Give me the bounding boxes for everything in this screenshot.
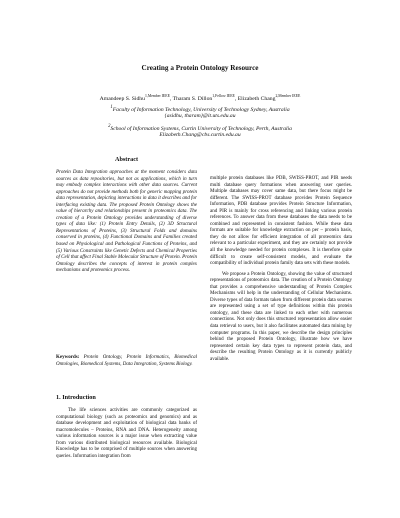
keywords bbox=[56, 355, 197, 368]
author-membership: ,Member IEEE bbox=[146, 94, 170, 98]
author-name: , Tharam S. Dillon bbox=[169, 95, 213, 102]
author-name: , Elizabeth Chang bbox=[234, 95, 276, 102]
author-membership: ,Fellow IEEE bbox=[214, 94, 235, 98]
author-list bbox=[20, 94, 380, 103]
keywords-text: Protein Ontology, Protein Informatics, Biomedical Ontologies, Biomedical Systems, Data Integration, Systems Biology. bbox=[56, 355, 197, 367]
abstract-text: Protein Data Integration approaches at the moment considers data sources as data repositories, but not as applications, which in turn may embody complex interactions with other data sources. Current approaches do not provide methods both for generic mapping protein data representation, depicting interactions in data it describes and for interfacing existing data. The proposed Protein Ontology shows the value of hierarchy and relationships present in proteomics data. The creation of a Protein Ontology provides understanding of diverse types of data like: (1) Protein Entry Details, (2) 3D Structural Representations of Proteins, (3) Structural Folds and domains conserved in proteins, (4) Functional Domains and Families created based on Physiological and Pathological Functions of Proteins, and (5) Various Constraints like Genetic Defects and Chemical Properties of Cell that affect Final Stable Molecular Structure of Protein. Protein Ontology describes the concepts of interest in protein complex mechanisms and proteomics process. bbox=[56, 170, 197, 274]
affiliation-text: Faculty of Information Technology, University of Technology Sydney, Australia bbox=[112, 106, 290, 113]
affiliation-text: School of Information Systems, Curtin University of Technology, Perth, Australia bbox=[110, 125, 292, 132]
paragraph: The life sciences activities are commonly categorized as computational biology (such as proteomics and genomics) and as database development and exploitation of biological data banks of macromolecules – Proteins, RNA and DNA. Heterogeneity among various information sources is a major issue when extracting value from various distributed biological resources available. Biological Knowledge has to be comprised of multiple sources when answering queries. Information integration from bbox=[56, 408, 197, 459]
paragraph: multiple protein databases like PDB, SWISS-PROT, and PIR needs multi database query formations when answering user queries. Multiple databases may cover same data, but there focus might be different. The SWISS-PROT database provides Protein Sequence Information, PDB database provides Protein Structure Information, and PIR is mainly for cross referencing and linking various protein references. To answer data from these databases the data needs to be combined and represented in consistent fashion. While these data formats are suitable for knowledge extraction on per – protein basis, they do not allow for efficient integration of all proteomics data relevant to a particular experiment, and they are certainly not provide all the knowledge needed for protein complexes. It is therefore quite difficult to create self-consistent models, and evaluate the compatibility of individual protein family data sets with these models. bbox=[210, 176, 352, 267]
affil-mark: 1 bbox=[110, 105, 113, 110]
author-affil-mark: 1 bbox=[212, 94, 215, 98]
keywords-label: Keywords: bbox=[56, 355, 80, 360]
author-affil-mark: 1 bbox=[145, 94, 147, 98]
affiliation-email-1: {asidhu, tharam}@it.uts.edu.au bbox=[164, 113, 236, 119]
paper-title: Creating a Protein Ontology Resource bbox=[141, 64, 259, 72]
abstract-heading: Abstract bbox=[114, 156, 139, 163]
author-name: Amandeep S. Sidhu bbox=[99, 95, 145, 102]
author-membership: ,Member IEEE bbox=[277, 94, 301, 98]
section-heading-introduction: 1. Introduction bbox=[56, 394, 96, 401]
author-affil-mark: 2 bbox=[275, 94, 278, 98]
affiliation-email-2: Elizabeth.Chang@cbs.curtin.edu.au bbox=[159, 132, 241, 138]
paragraph: We propose a Protein Ontology, showing the value of structured representations of proteomics data. The creation of a Protein Ontology that provides a comprehensive understanding of Protein Complex Mechanisms will help in the understanding of Cellular Mechanisms. Diverse types of data formats taken from different protein data sources are represented using a set of type definitions within this protein ontology, and these data are linked to each other with numerous connections. Not only does this structured representation allow easier data retrieval to users, but it also facilitates automated data mining by computer programs. In this paper, we describe the design principles behind the proposed Protein Ontology, illustrate how we have represented certain key data types to represent protein data, and describe the resulting Protein Ontology as it is currently publicly available. bbox=[210, 271, 352, 362]
affil-mark: 2 bbox=[108, 124, 111, 129]
right-column bbox=[210, 176, 352, 363]
introduction-body bbox=[56, 408, 197, 460]
